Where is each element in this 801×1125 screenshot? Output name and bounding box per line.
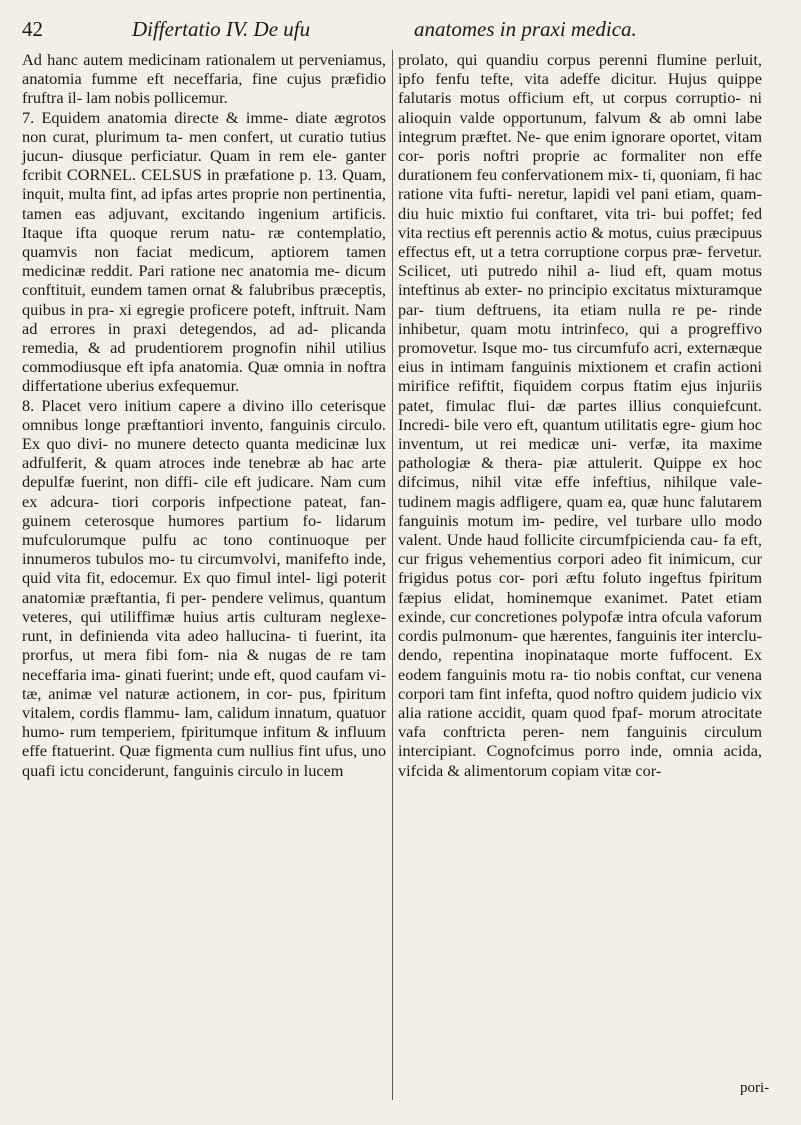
right-column-text: prolato, qui quandiu corpus perenni flumine perluit, ipfo fenfu tefte, vita adeffe dicitur. Hujus quippe falutaris motus officium eft, ut corpus corruptio- ni alioquin valde opportunum, falvum & ab omni labe integrum præftet. Ne- que enim ignorare oportet, vitam cor- poris noftri proprie ac formaliter non effe durationem feu confervationem mix- ti, quoniam, fi hac ratione vita fufti- neretur, lapidi vel pani etiam, quam- diu huic mixtio fui conftaret, vita tri- bui poffet; fed vita rectius eft perennis actio & motus, cuius præcipuus effectus eft, ut a tetra corruptione corpus præ- fervetur. Scilicet, uti putredo nihil a- liud eft, quam motus inteftinus ab exter- no principio excitatus mixturamque par- tium deftruens, ita etiam nulla re pe- rinde inhibetur, quam motu intrinfeco, qui a progreffivo promovetur. Isque mo- tus circumfufo acri, externæque eius in intimam fanguinis mixtionem et crafin actioni mirifice refiftit, fiquidem corpus ftatim ejus injuriis patet, fimulac flui- dæ partes illius conquiefcunt. Incredi- bile vero eft, quantum utilitatis egre- gium hoc inventum, ut rei medicæ uni- verfæ, ita maxime pathologiæ & thera- piæ attulerit. Quippe ex hoc difcimus, nihil vitæ effe infeftius, nihilque vale- tudinem magis adfligere, quam ea, quæ hunc falutarem fanguinis motum im- pedire, vel turbare ullo modo valent. Unde haud follicite circumfpicienda cau- fa eft, cur frigus vehementius corpori adeo fit inimicum, cur frigidus potus cor- pori æftu foluto ingeftus fpiritum fæpius elidat, hominemque exanimet. Patet etiam exinde, cur concretiones polypofæ intra ofcula vaforum cordis pulmonum- que hærentes, fanguinis iter interclu- dendo, repentina inopinataque morte fuffocent. Ex eodem fanguinis motu ra- tio nobis conftat, cur venena corpori tam fint infefta, quod noftro quidem judicio vix alia ratione accidit, quam quod fpaf- morum atrocitate vafa conftricta peren- nem fanguinis circulum intercipiant. Cognofcimus porro inde, omnia acida, vifcida & alimentorum copiam vitæ cor- (398, 50, 762, 780)
catchword: pori- (740, 1080, 770, 1096)
running-title-left: Differtatio IV. De ufu (132, 17, 311, 41)
page-number: 42 (22, 17, 43, 41)
running-title-right: anatomes in praxi medica. (414, 17, 637, 41)
left-column-text: Ad hanc autem medicinam rationalem ut perveniamus, anatomia fumme eft neceffaria, fine cujus præfidio fruftra il- lam nobis pollicemur. 7. Equidem anatomia directe & imme- diate ægrotos non curat, plurimum ta- men confert, ut curatio tutius jucun- diusque perficiatur. Quam in rem ele- ganter fcribit CORNEL. CELSUS in præfatione p. 13. Quam, inquit, multa fint, ad ipfas artes proprie non pertinentia, tamen eas adjuvant, excitando ingenium artificis. Itaque ifta quoque rerum natu- ræ contemplatio, quamvis non faciat medicum, aptiorem tamen medicinæ reddit. Pari ratione nec anatomia me- dicum conftituit, eundem tamen ornat & falubribus præceptis, quibus in pra- xi egregie proficere poteft, inftruit. Nam ad errores in praxi detegendos, ad ad- plicanda remedia, & ad prudentiorem prognofin nihil utilius commodiusque eft ipfa anatomia. Quæ omnia in noftra differtatione uberius exfequemur. 8. Placet vero initium capere a divino illo ceterisque omnibus longe præftantiori invento, fanguinis circulo. Ex quo divi- no munere detecto quanta medicinæ lux adfulferit, & quam atroces inde tenebræ ab hac arte depulfæ fuerint, non diffi- cile eft judicare. Nam cum ex adcura- tiori corporis infpectione pateat, fan- guinem ceterosque humores partium fo- lidarum mufculorumque pulfu ac tono continuoque per innumeros tubulos mo- tu circumvolvi, manifefto inde, quid vita fit, edocemur. Ex quo fimul intel- ligi poterit anatomiæ præftantia, fi per- pendere velimus, quantum veteres, qui utiliffimæ huius artis culturam neglexe- runt, in definienda vita adeo hallucina- ti fuerint, ita prorfus, ut mera fibi fom- nia & nugas de re tam neceffaria ima- ginati fuerint; unde eft, quod caufam vi- tæ, animæ vel naturæ actionem, in cor- pus, fpiritum vitalem, cordis flammu- lam, calidum innatum, quatuor humo- rum temperiem, fpiritumque infitum & influum effe ftatuerint. Quæ figmenta cum nullius fint ufus, uno quafi ictu conciderunt, fanguinis circulo in lucem (22, 50, 386, 780)
left-text-column (22, 50, 386, 780)
running-header (22, 14, 764, 44)
right-text-column (398, 50, 762, 780)
column-divider (392, 50, 393, 1100)
